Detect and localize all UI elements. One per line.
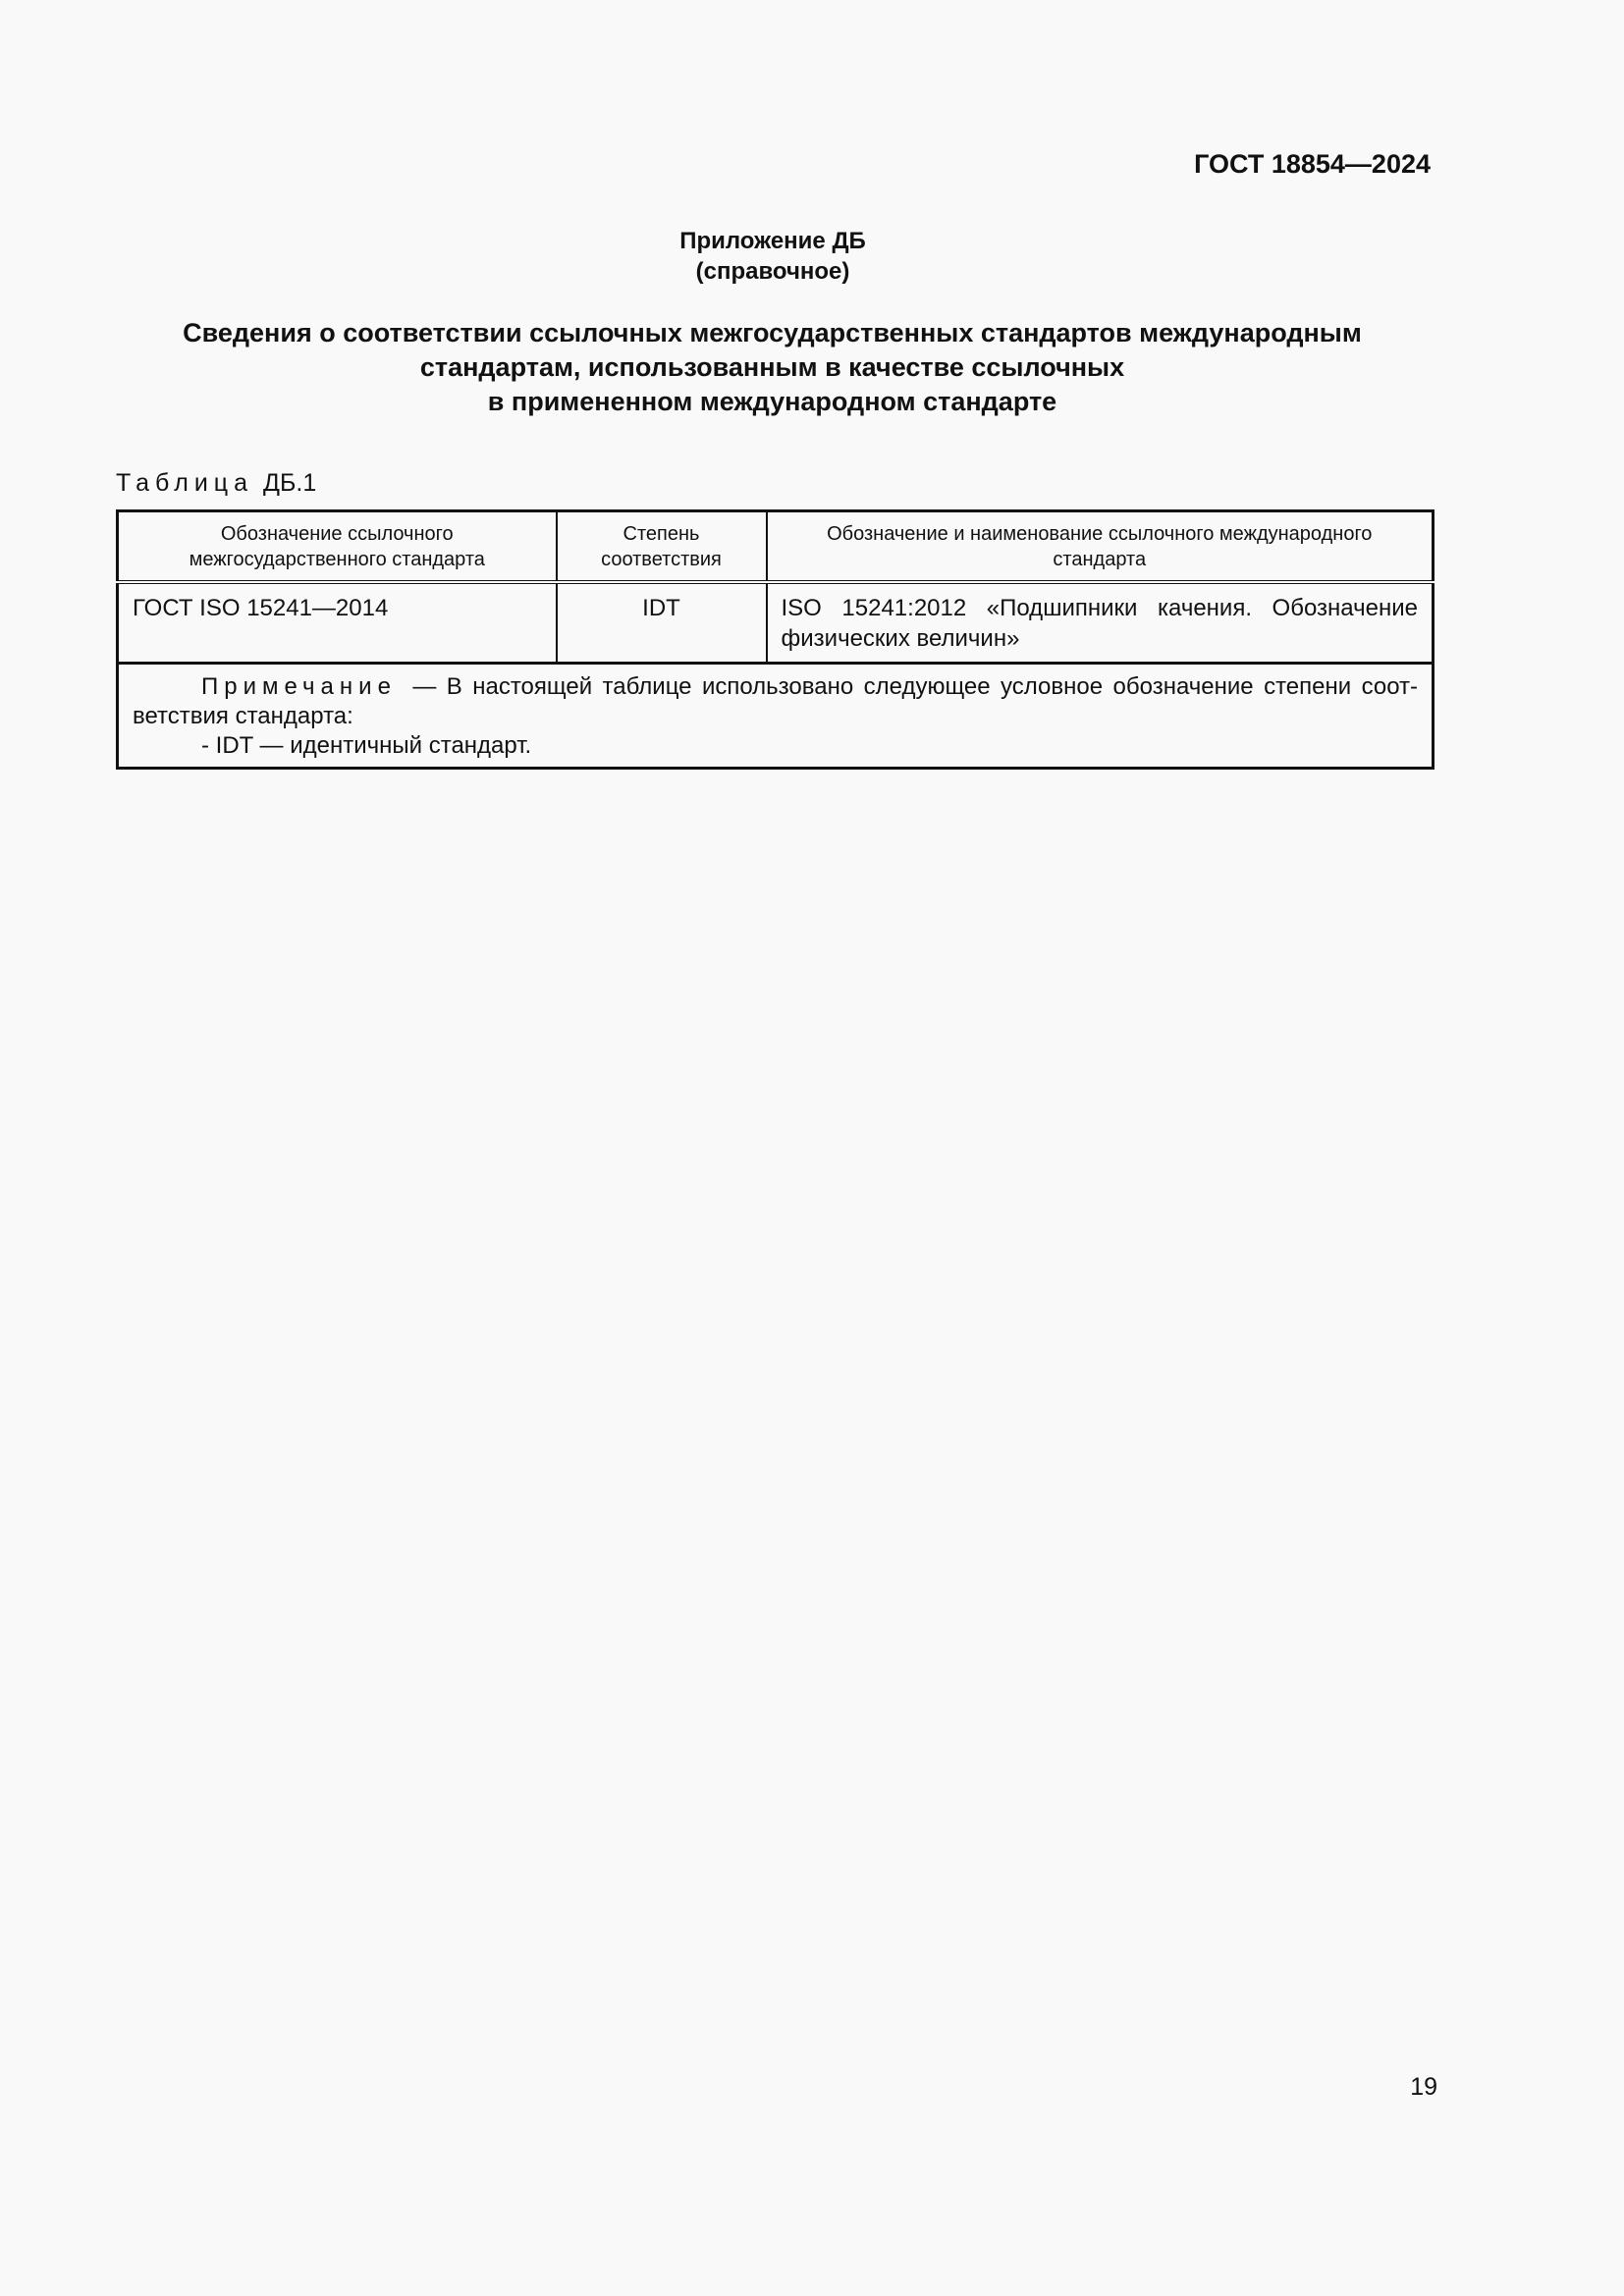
table-row [118, 582, 1434, 664]
section-title-line: стандартам, использованным в качестве ссылочных [419, 352, 1125, 382]
cell-gost: ГОСТ ISO 15241—2014 [118, 582, 557, 664]
reference-standards-table [116, 509, 1435, 770]
column-header-degree: Степень соответствия [557, 511, 767, 583]
table-caption-word: Таблица [116, 469, 254, 497]
table-caption [116, 469, 316, 498]
section-title [128, 316, 1417, 419]
note-body: — В настоящей таблице использовано следующее условное обозначение степени соот-ветствия стандарта: [133, 673, 1418, 729]
section-title-line: Сведения о соответствии ссылочных межгосударственных стандартов международным [183, 318, 1362, 347]
table-header-row [118, 511, 1434, 583]
cell-intl: ISO 15241:2012 «Подшипники качения. Обозначение физических величин» [767, 582, 1434, 664]
note-cell [118, 664, 1434, 769]
cell-degree: IDT [557, 582, 767, 664]
column-header-intl: Обозначение и наименование ссылочного международного стандарта [767, 511, 1434, 583]
appendix-title: Приложение ДБ [679, 228, 866, 254]
column-header-gost: Обозначение ссылочного межгосударственного стандарта [118, 511, 557, 583]
table-caption-id: ДБ.1 [263, 469, 317, 497]
note-label: Примечание [201, 673, 397, 700]
appendix-type: (справочное) [695, 258, 850, 285]
page-number: 19 [1410, 2073, 1437, 2101]
appendix-heading [0, 226, 1545, 287]
note-item: - IDT — идентичный стандарт. [201, 732, 532, 759]
document-number: ГОСТ 18854—2024 [1194, 149, 1431, 179]
section-title-line: в примененном международном стандарте [487, 387, 1057, 416]
table-note-row [118, 664, 1434, 769]
note-text [133, 672, 1418, 731]
